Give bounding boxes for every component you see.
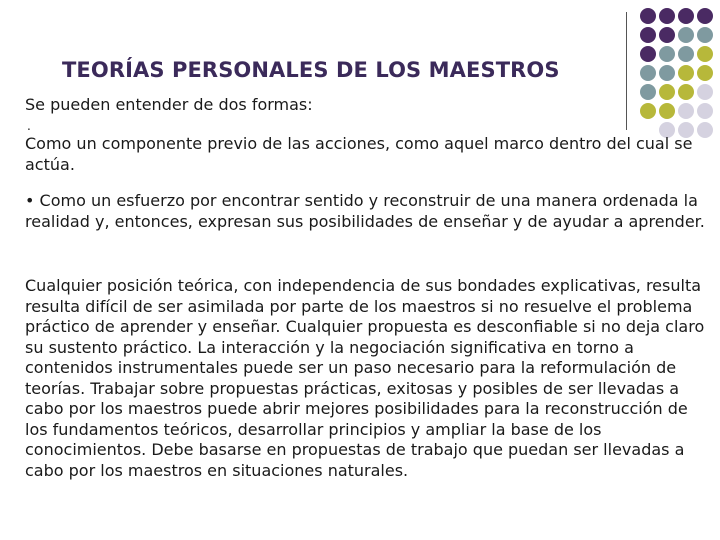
decorative-dot [697, 8, 713, 24]
decorative-dot [640, 46, 656, 62]
intro-text: Se pueden entender de dos formas: [25, 95, 313, 114]
decorative-dot [659, 46, 675, 62]
decorative-dot [659, 8, 675, 24]
point-one-text: Como un componente previo de las acciones, como aquel marco dentro del cual se actúa. [25, 134, 693, 174]
decorative-dot [697, 27, 713, 43]
decorative-dot [697, 46, 713, 62]
decorative-dot [678, 8, 694, 24]
decorative-dot [678, 46, 694, 62]
decorative-dot [659, 27, 675, 43]
body-paragraph: Cualquier posición teórica, con independencia de sus bondades explicativas, resulta resulta difícil de ser asimilada por parte de los maestros si no resuelve el problema práctico de aprender y enseñar. Cualquier propuesta es desconfiable si no deja claro su sustento práctico. La interacción y la negociación significativa en torno a contenidos instrumentales puede ser un paso necesario para la reformulación de teorías. Trabajar sobre propuestas prácticas, exitosas y posibles de ser llevadas a cabo por los maestros puede abrir mejores posibilidades para la reconstrucción de los fundamentos teóricos, desarrollar principios y ampliar la base de los conocimientos. Debe basarse en propuestas de trabajo que puedan ser llevadas a cabo por los maestros en situaciones naturales. [25, 276, 705, 480]
decorative-dot [678, 27, 694, 43]
decorative-dot [640, 27, 656, 43]
decorative-dot [659, 65, 675, 81]
decorative-dot [640, 65, 656, 81]
decorative-dot [640, 8, 656, 24]
decorative-dot [697, 65, 713, 81]
bullet-mark: . [27, 119, 31, 133]
slide-title: TEORÍAS PERSONALES DE LOS MAESTROS [62, 58, 560, 82]
point-two-text: • Como un esfuerzo por encontrar sentido y reconstruir de una manera ordenada la realidad y, entonces, expresan sus posibilidades de enseñar y de ayudar a aprender. [25, 191, 705, 231]
decorative-dot [678, 65, 694, 81]
